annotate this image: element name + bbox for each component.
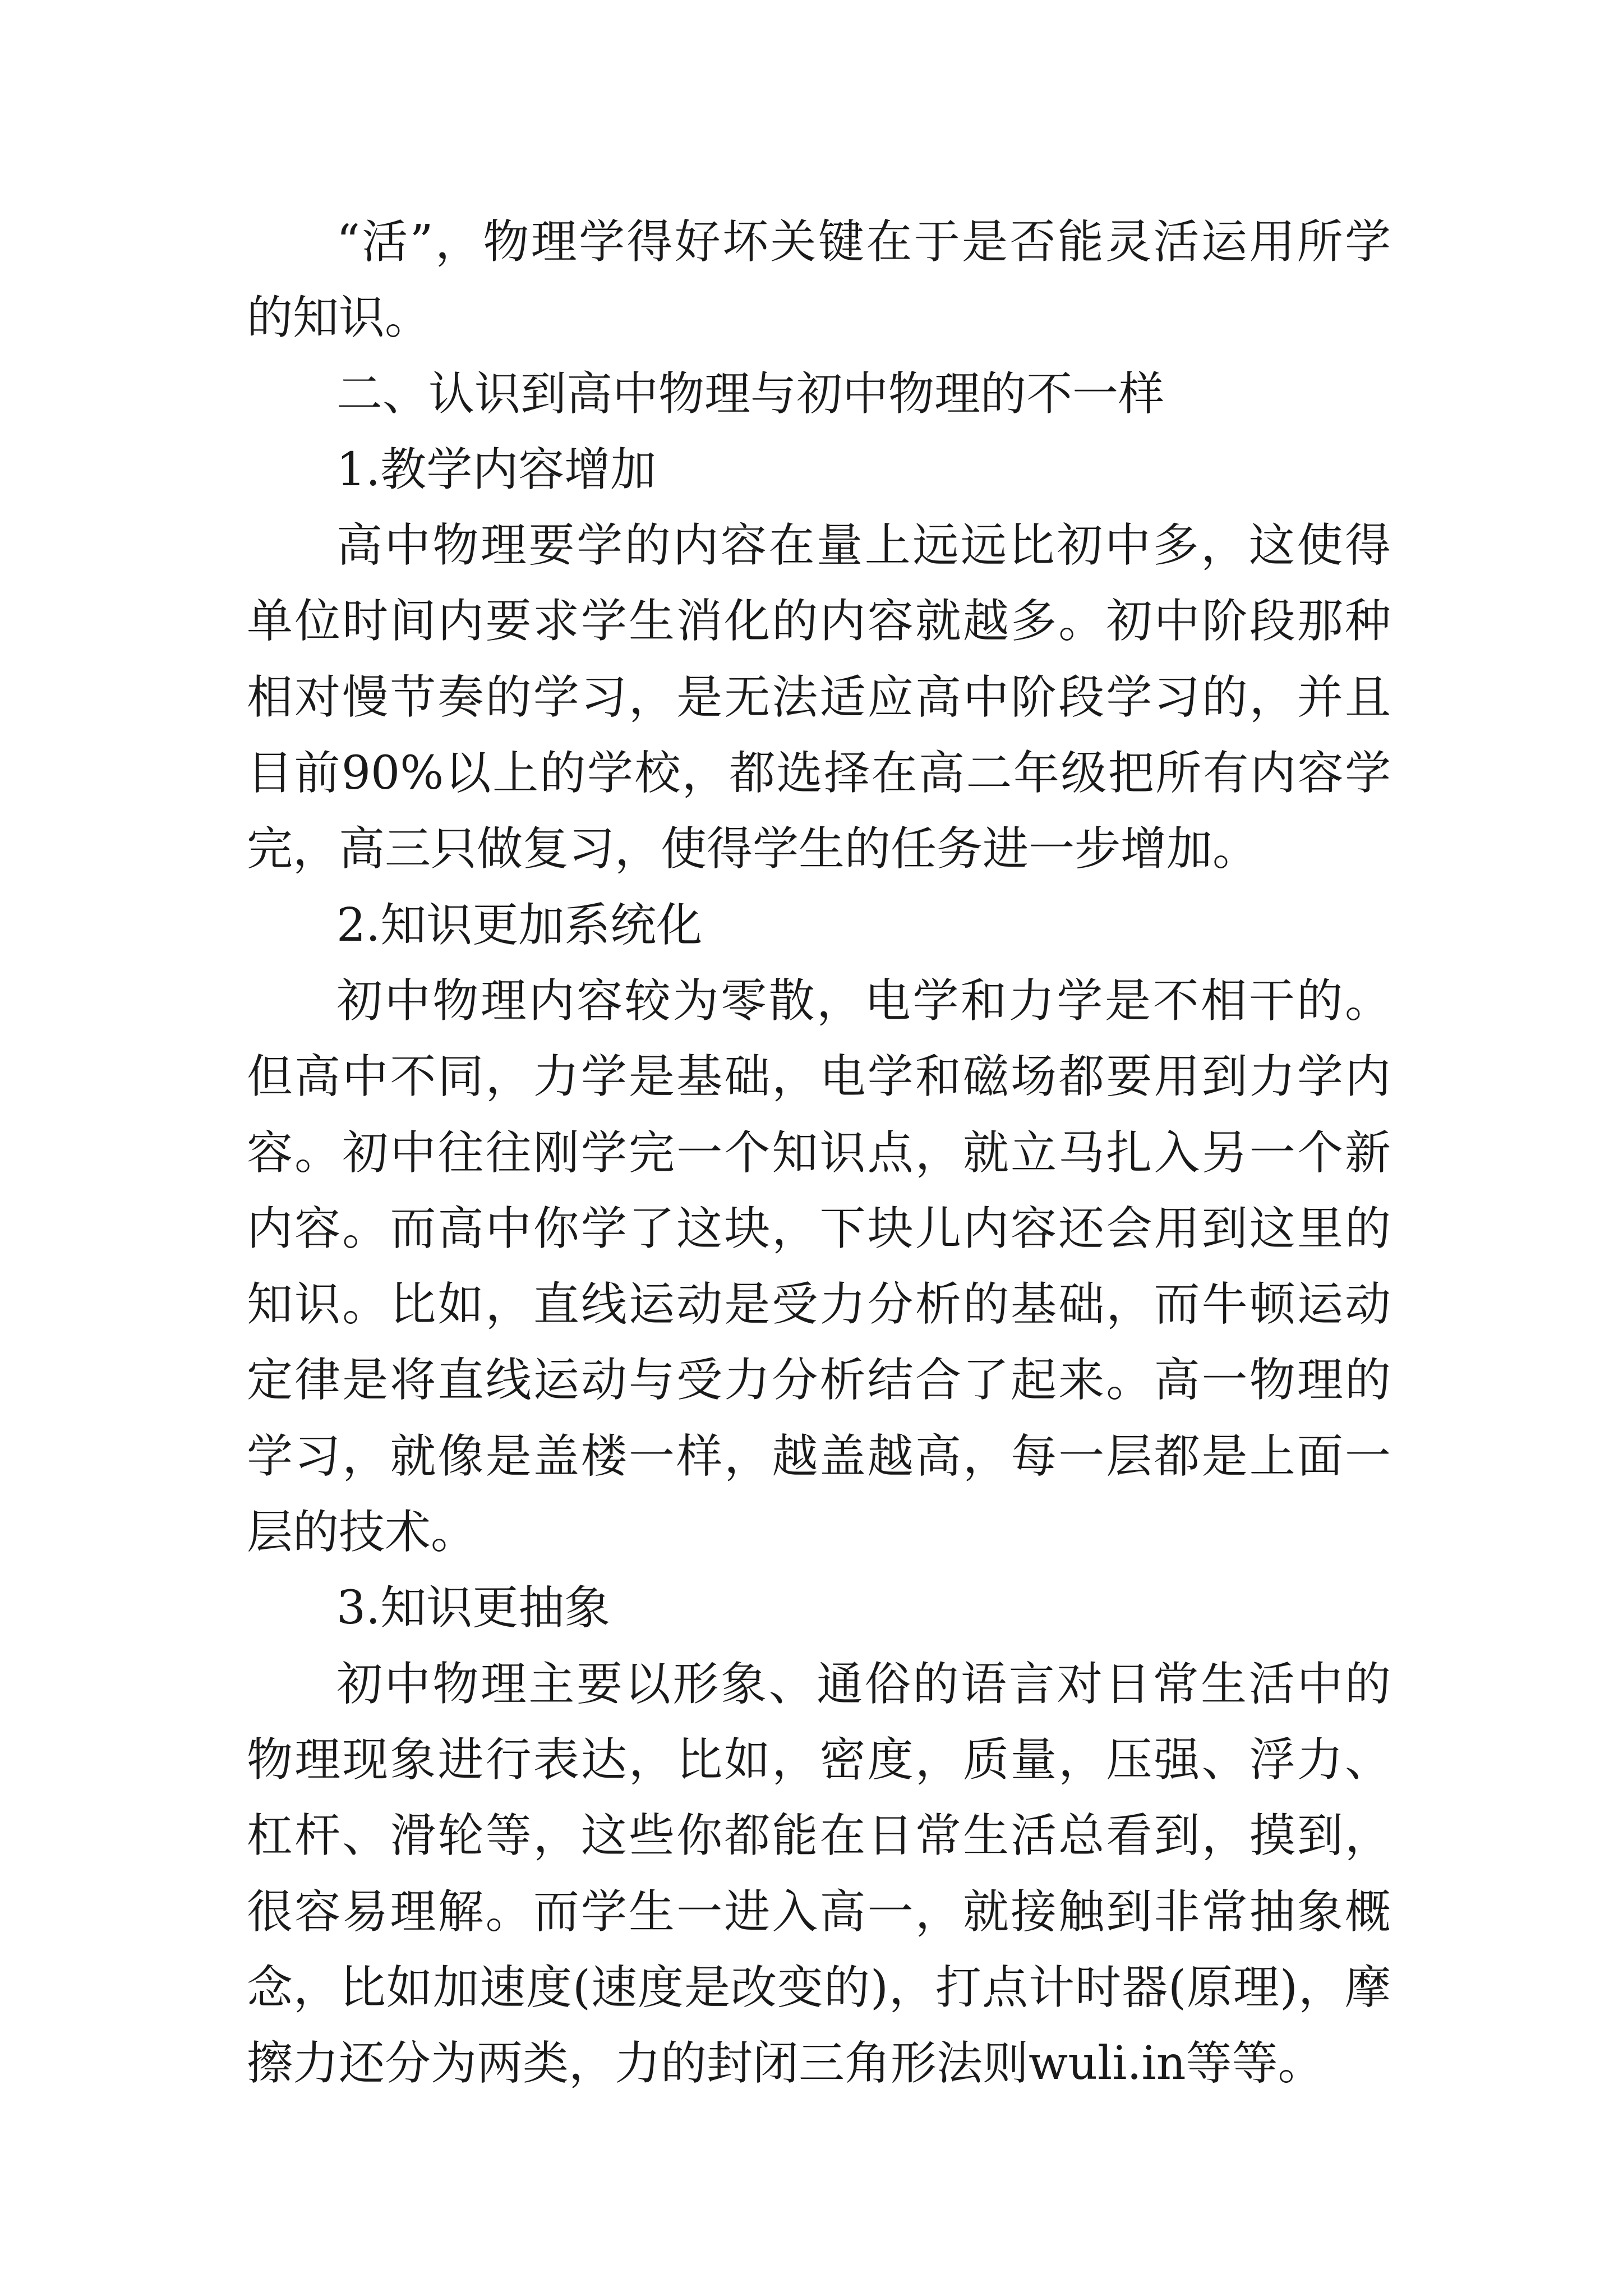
paragraph-systematic-knowledge: 初中物理内容较为零散，电学和力学是不相干的。但高中不同，力学是基础，电学和磁场都要用到力学内容。初中往往刚学完一个知识点，就立马扎入另一个新内容。而高中你学了这块，下块儿内容还会用到这里的知识。比如，直线运动是受力分析的基础，而牛顿运动定律是将直线运动与受力分析结合了起来。高一物理的学习，就像是盖楼一样，越盖越高，每一层都是上面一层的技术。 xyxy=(247,974,1391,1559)
document-body xyxy=(247,204,1391,2101)
subheading-systematic-knowledge: 2.知识更加系统化 xyxy=(336,898,703,952)
section-heading-differences: 二、认识到高中物理与初中物理的不一样 xyxy=(336,367,1165,421)
subheading-abstract-knowledge: 3.知识更抽象 xyxy=(336,1581,611,1635)
subheading-content-increase: 1.教学内容增加 xyxy=(336,443,657,496)
paragraph-intro-continuation: “活”，物理学得好坏关键在于是否能灵活运用所学的知识。 xyxy=(247,215,1391,345)
paragraph-abstract-knowledge: 初中物理主要以形象、通俗的语言对日常生活中的物理现象进行表达，比如，密度，质量，压强、浮力、杠杆、滑轮等，这些你都能在日常生活总看到，摸到，很容易理解。而学生一进入高一，就接触到非常抽象概念，比如加速度(速度是改变的)，打点计时器(原理)，摩擦力还分为两类，力的封闭三角形法则wuli.in等等。 xyxy=(247,1657,1391,2091)
paragraph-content-increase: 高中物理要学的内容在量上远远比初中多，这使得单位时间内要求学生消化的内容就越多。初中阶段那种相对慢节奏的学习，是无法适应高中阶段学习的，并且目前90%以上的学校，都选择在高二年级把所有内容学完，高三只做复习，使得学生的任务进一步增加。 xyxy=(247,519,1391,876)
